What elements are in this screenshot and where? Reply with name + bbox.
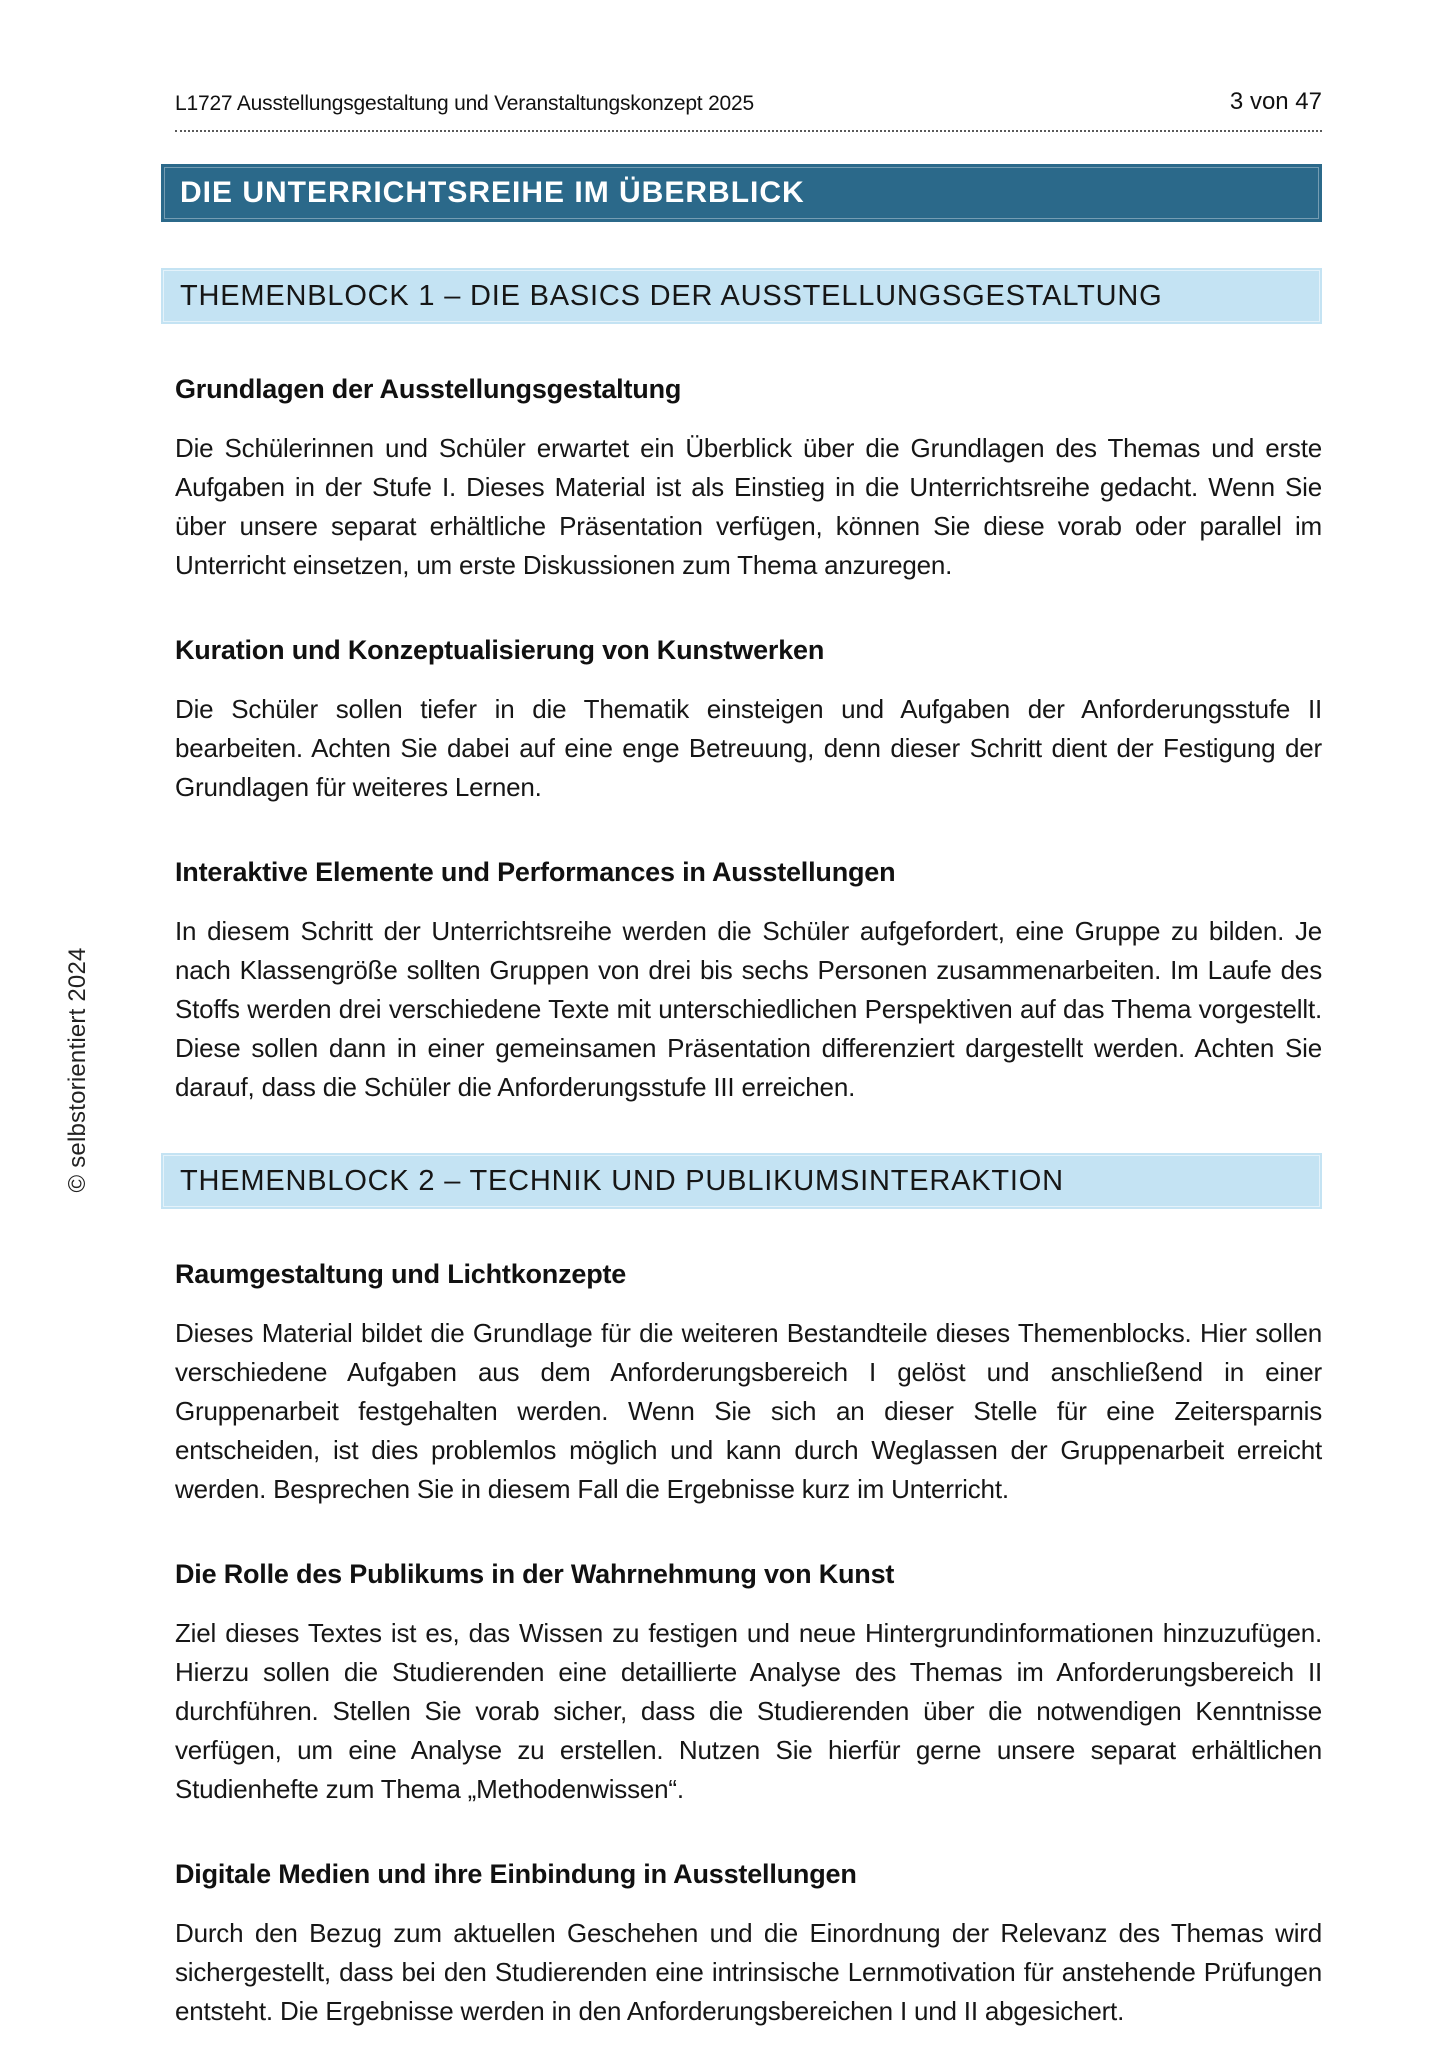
section-heading: Grundlagen der Ausstellungsgestaltung xyxy=(175,374,682,404)
section-heading: Digitale Medien und ihre Einbindung in Ausstellungen xyxy=(175,1859,857,1889)
page-number: 3 von 47 xyxy=(1229,88,1322,115)
themenblock-1-banner: THEMENBLOCK 1 – DIE BASICS DER AUSSTELLUNGSGESTALTUNG xyxy=(161,268,1322,324)
section-paragraph: Durch den Bezug zum aktuellen Geschehen und die Einordnung der Relevanz des Themas wird sichergestellt, dass bei den Studierenden eine intrinsische Lernmotivation für anstehende Prüfungen entsteht. Die Ergebnisse werden in den Anforderungsbereichen I und II abgesichert. xyxy=(175,1918,1322,2026)
overview-banner: DIE UNTERRICHTSREIHE IM ÜBERBLICK xyxy=(161,164,1322,222)
section-paragraph: Die Schüler sollen tiefer in die Thematik einsteigen und Aufgaben der Anforderungsstufe II bearbeiten. Achten Sie dabei auf eine enge Betreuung, denn dieser Schritt dient der Festigung der Grundlagen für weiteres Lernen. xyxy=(175,694,1322,802)
page-header xyxy=(175,88,1322,132)
section-paragraph: Dieses Material bildet die Grundlage für die weiteren Bestandteile dieses Themenblocks. Hier sollen verschiedene Aufgaben aus dem Anforderungsbereich I gelöst und anschließend in einer Gruppenarbeit festgehalten werden. Wenn Sie sich an dieser Stelle für eine Zeitersparnis entscheiden, ist dies problemlos möglich und kann durch Weglassen der Gruppenarbeit erreicht werden. Besprechen Sie in diesem Fall die Ergebnisse kurz im Unterricht. xyxy=(175,1318,1322,1504)
document-title: L1727 Ausstellungsgestaltung und Veranstaltungskonzept 2025 xyxy=(175,92,754,115)
section-heading: Interaktive Elemente und Performances in Ausstellungen xyxy=(175,857,896,887)
section-paragraph: In diesem Schritt der Unterrichtsreihe werden die Schüler aufgefordert, eine Gruppe zu bilden. Je nach Klassengröße sollten Gruppen von drei bis sechs Personen zusammenarbeiten. Im Laufe des Stoffs werden drei verschiedene Texte mit unterschiedlichen Perspektiven auf das Thema vorgestellt. Diese sollen dann in einer gemeinsamen Präsentation differenziert dargestellt werden. Achten Sie darauf, dass die Schüler die Anforderungsstufe III erreichen. xyxy=(175,916,1322,1102)
section-heading: Raumgestaltung und Lichtkonzepte xyxy=(175,1259,627,1289)
section-paragraph: Die Schülerinnen und Schüler erwartet ein Überblick über die Grundlagen des Themas und erste Aufgaben in der Stufe I. Dieses Material ist als Einstieg in die Unterrichtsreihe gedacht. Wenn Sie über unsere separat erhältliche Präsentation verfügen, können Sie diese vorab oder parallel im Unterricht einsetzen, um erste Diskussionen zum Thema anzuregen. xyxy=(175,433,1322,580)
page-content xyxy=(175,0,1322,2031)
themenblock-2-banner: THEMENBLOCK 2 – TECHNIK UND PUBLIKUMSINTERAKTION xyxy=(161,1153,1322,1209)
section-heading: Kuration und Konzeptualisierung von Kunstwerken xyxy=(175,635,825,665)
section-paragraph: Ziel dieses Textes ist es, das Wissen zu festigen und neue Hintergrundinformationen hinzuzufügen. Hierzu sollen die Studierenden eine detaillierte Analyse des Themas im Anforderungsbereich II durchführen. Stellen Sie vorab sicher, dass die Studierenden über die notwendigen Kenntnisse verfügen, um eine Analyse zu erstellen. Nutzen Sie hierfür gerne unsere separat erhältlichen Studienhefte zum Thema „Methodenwissen“. xyxy=(175,1618,1322,1804)
section-heading: Die Rolle des Publikums in der Wahrnehmung von Kunst xyxy=(175,1559,895,1589)
copyright-vertical-label: © selbstorientiert 2024 xyxy=(64,947,91,1193)
